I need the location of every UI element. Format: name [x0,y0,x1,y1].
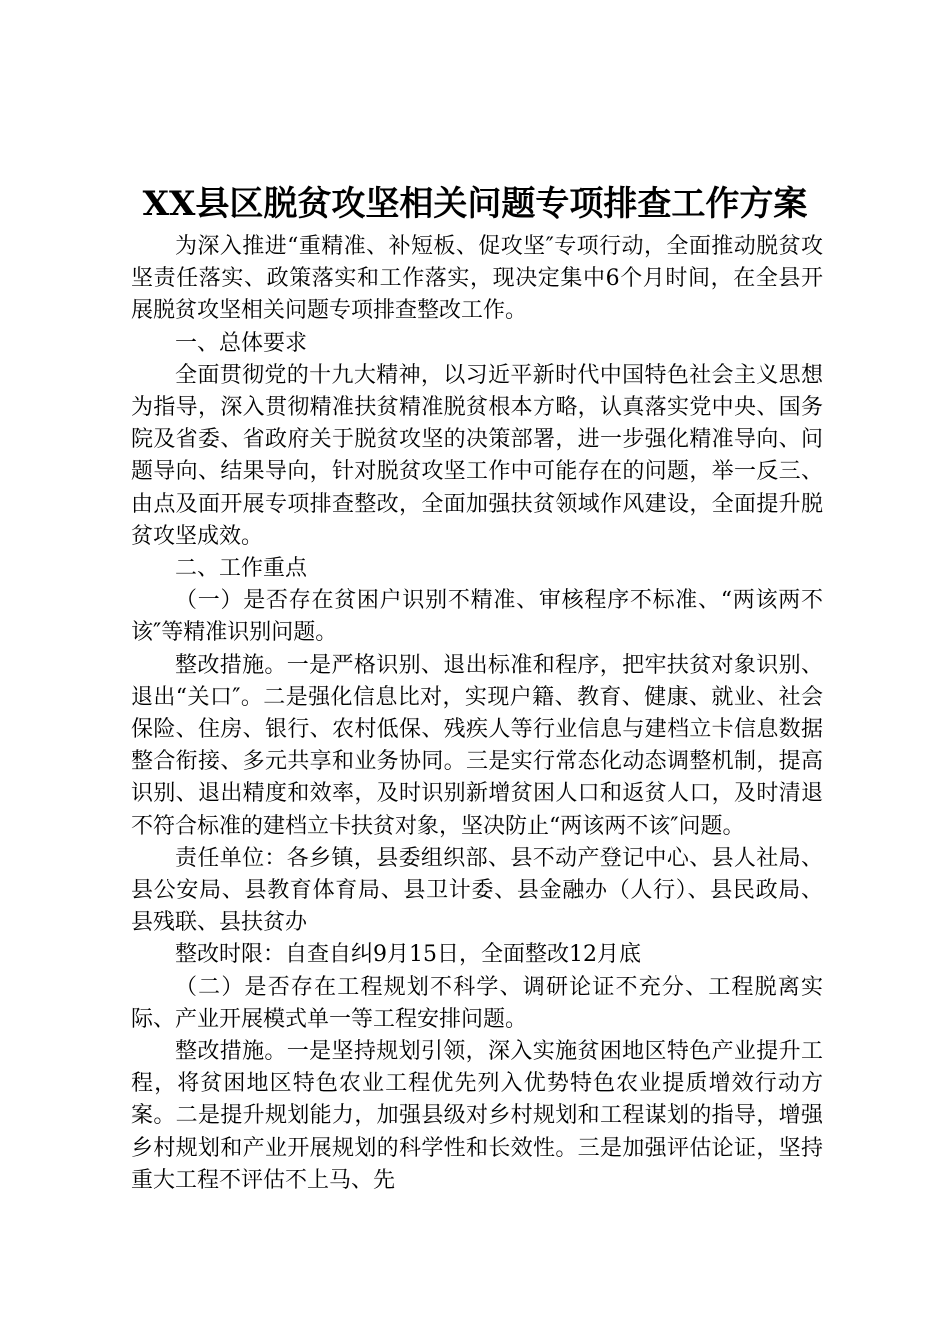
section-heading-work-focus: 二、工作重点 [175,556,308,582]
issue-1-deadline: 整改时限：自查自纠9月15日，全面整改12月底 [175,942,641,968]
issue-1-heading: （一）是否存在贫困户识别不精准、审核程序不标准、“两该两不该″等精准识别问题。 [131,588,823,646]
intro-paragraph: 为深入推进“重精准、补短板、促攻坚″专项行动，全面推动脱贫攻坚责任落实、政策落实和工作落实，现决定集中6个月时间，在全县开展脱贫攻坚相关问题专项排查整改工作。 [131,234,823,324]
issue-2-measures-paragraph: 整改措施。一是坚持规划引领，深入实施贫困地区特色产业提升工程，将贫困地区特色农业工程优先列入优势特色农业提质增效行动方案。二是提升规划能力，加强县级对乡村规划和工程谋划的指导，增强乡村规划和产业开展规划的科学性和长效性。三是加强评估论证，坚持重大工程不评估不上马、先 [131,1039,823,1193]
section-heading-general-requirements: 一、总体要求 [175,330,308,356]
issue-1-responsible-units: 责任单位：各乡镇，县委组织部、县不动产登记中心、县人社局、县公安局、县教育体育局、县卫计委、县金融办（人行）、县民政局、县残联、县扶贫办 [131,845,823,936]
document-body [131,231,823,1197]
general-requirements-paragraph: 全面贯彻党的十九大精神，以习近平新时代中国特色社会主义思想为指导，深入贯彻精准扶贫精准脱贫根本方略，认真落实党中央、国务院及省委、省政府关于脱贫攻坚的决策部署，进一步强化精准导向、问题导向、结果导向，针对脱贫攻坚工作中可能存在的问题，举一反三、由点及面开展专项排查整改，全面加强扶贫领域作风建设，全面提升脱贫攻坚成效。 [131,362,823,549]
issue-2-heading: （二）是否存在工程规划不科学、调研论证不充分、工程脱离实际、产业开展模式单一等工程安排问题。 [131,974,823,1032]
issue-1-measures-paragraph: 整改措施。一是严格识别、退出标准和程序，把牢扶贫对象识别、退出“关口″。二是强化信息比对，实现户籍、教育、健康、就业、社会保险、住房、银行、农村低保、残疾人等行业信息与建档立卡信息数据整合衔接、多元共享和业务协同。三是实行常态化动态调整机制，提高识别、退出精度和效率，及时识别新增贫困人口和返贫人口，及时清退不符合标准的建档立卡扶贫对象，坚决防止“两该两不该″问题。 [131,652,823,839]
document-title: XX县区脱贫攻坚相关问题专项排查工作方案 [142,184,808,224]
